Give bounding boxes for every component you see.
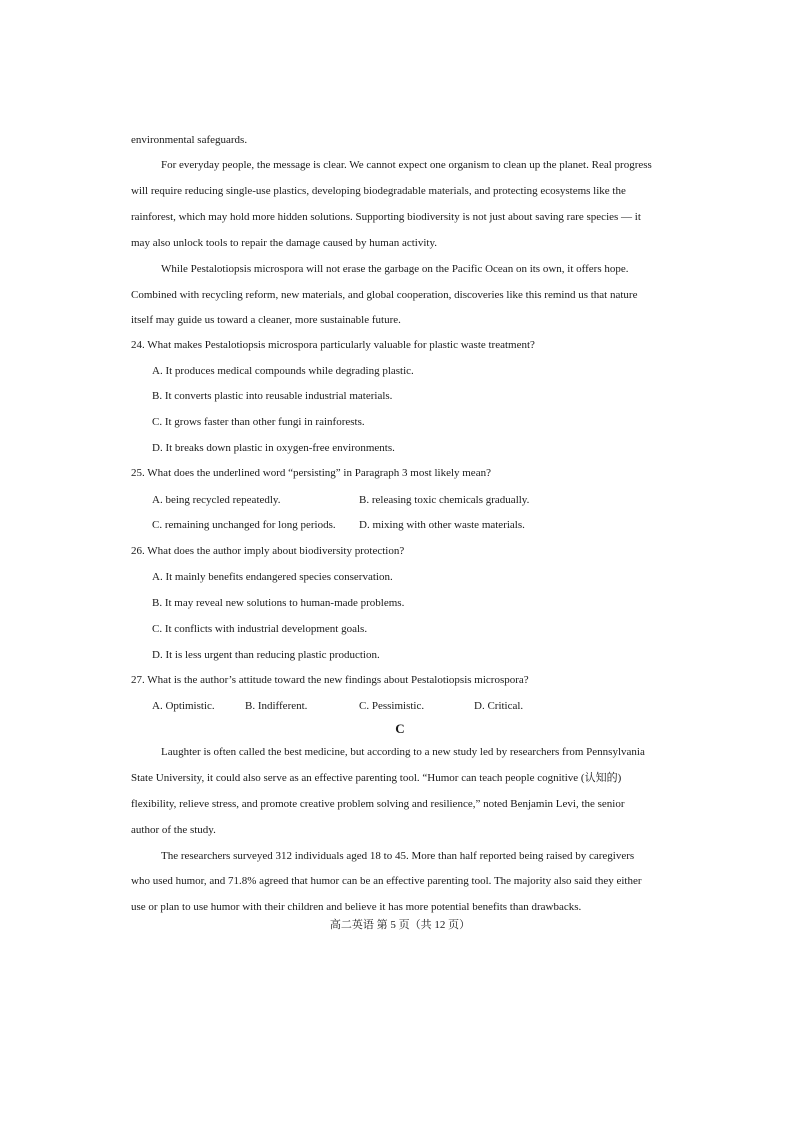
question-stem: 26. What does the author imply about biodiversity protection?	[131, 545, 405, 557]
passage-line: For everyday people, the message is clear. We cannot expect one organism to clean up the planet. Real progress	[161, 159, 652, 171]
passage-line: itself may guide us toward a cleaner, more sustainable future.	[131, 314, 401, 326]
passage-line: rainforest, which may hold more hidden solutions. Supporting biodiversity is not just about saving rare species — it	[131, 211, 641, 223]
answer-option: C. It conflicts with industrial development goals.	[152, 623, 368, 635]
answer-option: D. Critical.	[474, 700, 524, 712]
passage-line: State University, it could also serve as an effective parenting tool. “Humor can teach people cognitive (认知的)	[131, 772, 622, 784]
passage-line: will require reducing single-use plastics, developing biodegradable materials, and protecting ecosystems like the	[131, 185, 626, 197]
passage-line: who used humor, and 71.8% agreed that humor can be an effective parenting tool. The majority also said they either	[131, 875, 642, 887]
answer-option: D. It is less urgent than reducing plastic production.	[152, 649, 380, 661]
passage-line: The researchers surveyed 312 individuals aged 18 to 45. More than half reported being raised by caregivers	[161, 850, 635, 862]
answer-option: B. Indifferent.	[245, 700, 308, 712]
passage-line: Laughter is often called the best medicine, but according to a new study led by researchers from Pennsylvania	[161, 746, 645, 758]
passage-line: flexibility, relieve stress, and promote creative problem solving and resilience,” noted Benjamin Levi, the senior	[131, 798, 625, 810]
question-stem: 25. What does the underlined word “persisting” in Paragraph 3 most likely mean?	[131, 467, 491, 479]
passage-line: environmental safeguards.	[131, 134, 248, 146]
answer-option: A. being recycled repeatedly.	[152, 494, 281, 506]
question-stem: 24. What makes Pestalotiopsis microspora particularly valuable for plastic waste treatment?	[131, 339, 535, 351]
answer-option: A. It produces medical compounds while degrading plastic.	[152, 365, 414, 377]
answer-option: C. remaining unchanged for long periods.	[152, 519, 336, 531]
answer-option: C. It grows faster than other fungi in rainforests.	[152, 416, 365, 428]
answer-option: A. Optimistic.	[152, 700, 215, 712]
answer-option: B. releasing toxic chemicals gradually.	[359, 494, 530, 506]
answer-option: C. Pessimistic.	[359, 700, 425, 712]
answer-option: B. It may reveal new solutions to human-made problems.	[152, 597, 405, 609]
page-footer: 高二英语 第 5 页（共 12 页）	[329, 919, 471, 931]
section-heading: C	[395, 721, 405, 736]
answer-option: B. It converts plastic into reusable industrial materials.	[152, 390, 393, 402]
question-stem: 27. What is the author’s attitude toward the new findings about Pestalotiopsis microspora?	[131, 674, 529, 686]
answer-option: D. It breaks down plastic in oxygen-free environments.	[152, 442, 395, 454]
passage-line: use or plan to use humor with their children and believe it has more potential benefits than drawbacks.	[131, 901, 582, 913]
passage-line: While Pestalotiopsis microspora will not erase the garbage on the Pacific Ocean on its own, it offers hope.	[161, 263, 629, 275]
answer-option: D. mixing with other waste materials.	[359, 519, 525, 531]
passage-line: may also unlock tools to repair the damage caused by human activity.	[131, 237, 437, 249]
passage-line: Combined with recycling reform, new materials, and global cooperation, discoveries like this remind us that nature	[131, 289, 638, 301]
answer-option: A. It mainly benefits endangered species conservation.	[152, 571, 393, 583]
passage-line: author of the study.	[131, 824, 216, 836]
